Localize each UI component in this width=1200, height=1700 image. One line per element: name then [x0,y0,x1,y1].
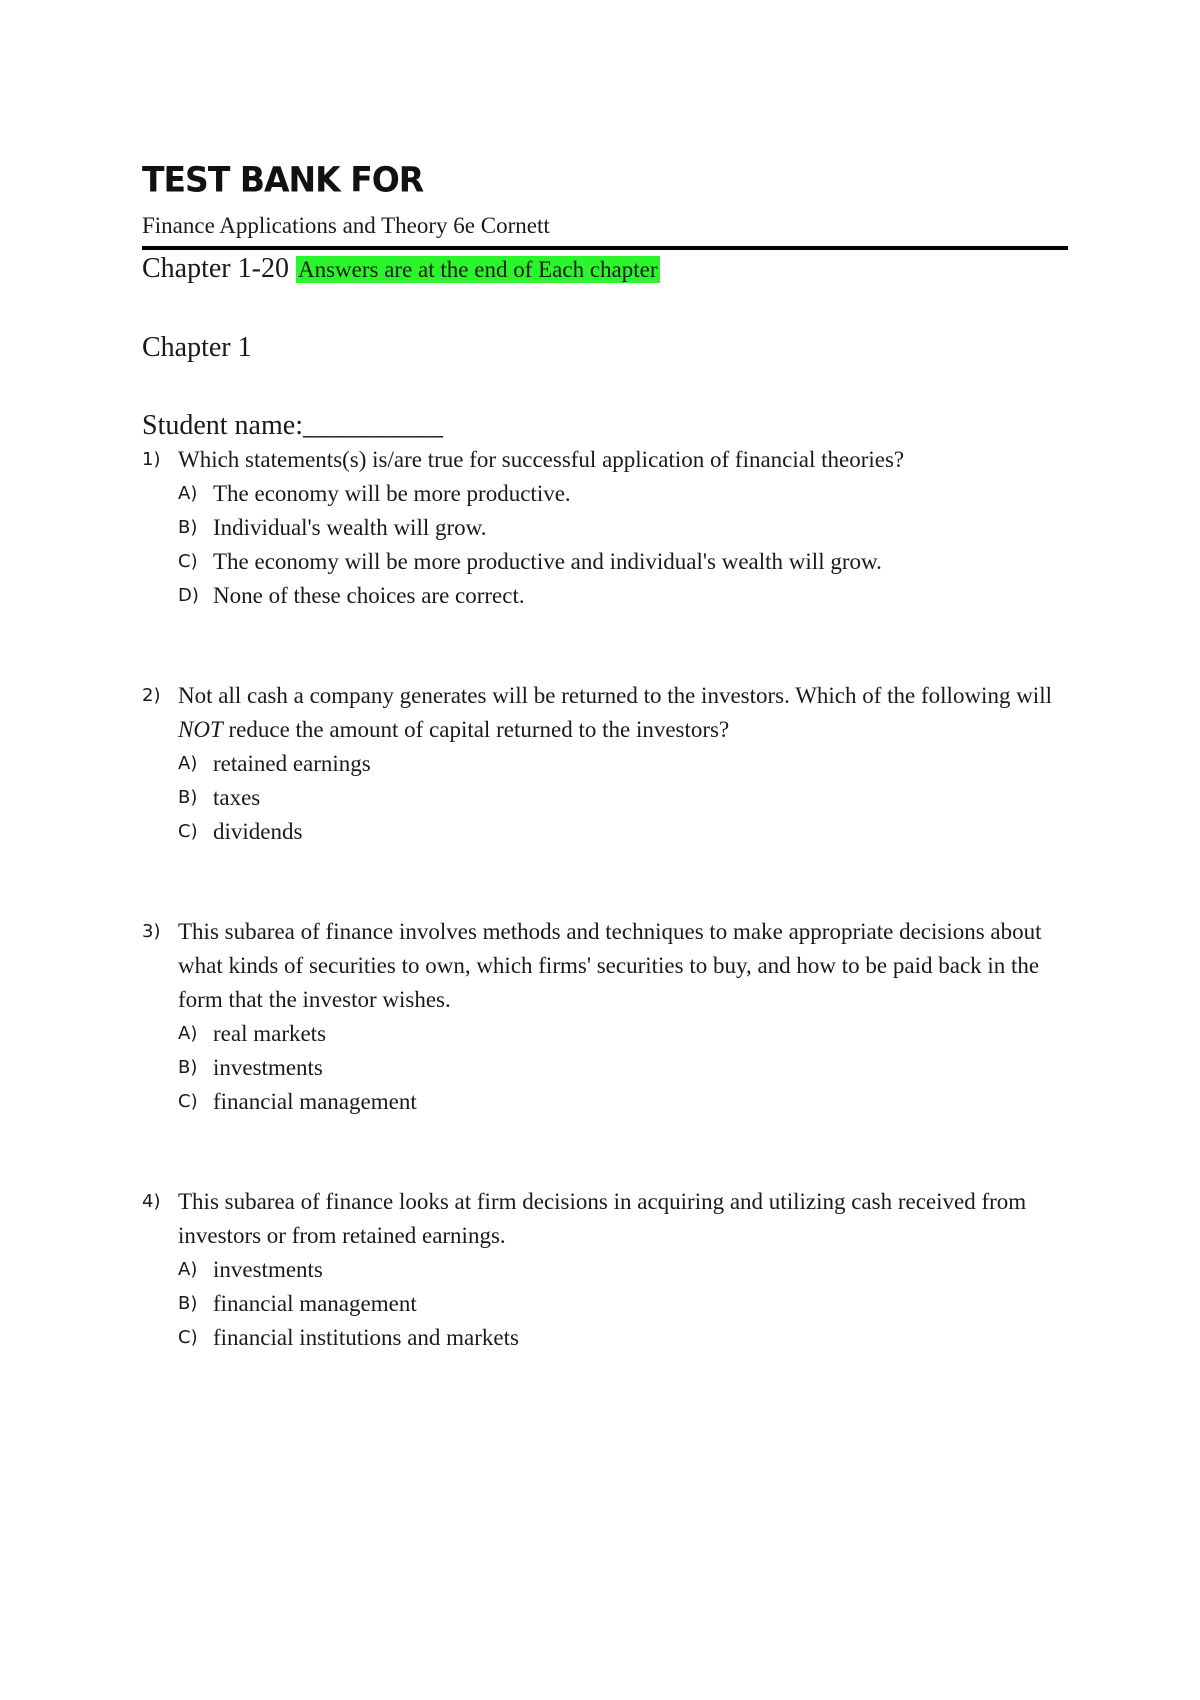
document-title: TEST BANK FOR [142,158,424,200]
option-text: Individual's wealth will grow. [213,515,487,540]
answer-option [142,815,1068,849]
question-2 [142,679,1068,849]
option-text: investments [213,1257,323,1282]
answer-option [142,1051,1068,1085]
answer-option [142,477,1068,511]
option-letter: A) [178,1259,198,1280]
option-text: financial institutions and markets [213,1325,519,1350]
chapter-range: Chapter 1-20 [142,253,289,284]
chapter-heading: Chapter 1 [142,332,252,363]
option-letter: A) [178,753,198,774]
answer-option [142,1321,1068,1355]
answer-option [142,545,1068,579]
option-text: investments [213,1055,323,1080]
option-letter: A) [178,483,198,504]
student-name-field: Student name:__________ [142,410,443,441]
answer-options [142,747,1068,849]
answer-option [142,1017,1068,1051]
answer-option [142,1253,1068,1287]
question-1 [142,443,1068,613]
option-text: financial management [213,1291,417,1316]
option-letter: C) [178,1091,198,1112]
question-text [142,679,1068,747]
option-text: taxes [213,785,261,810]
question-4 [142,1185,1068,1355]
answer-option [142,511,1068,545]
option-letter: B) [178,1293,198,1314]
question-stem-part: Not all cash a company generates will be returned to the investors. Which of the following will [178,683,1052,708]
answer-option [142,747,1068,781]
document-subtitle: Finance Applications and Theory 6e Cornett [142,213,550,238]
option-text: real markets [213,1021,327,1046]
question-text [142,443,1068,477]
question-stem: This subarea of finance involves methods and techniques to make appropriate decisions about what kinds of securities to own, which firms' securities to buy, and how to be paid back in the form that the investor wishes. [178,919,1042,1012]
option-text: The economy will be more productive. [213,481,571,506]
answer-options [142,1017,1068,1119]
document-page [142,160,1068,1355]
question-stem-emphasis: NOT [178,717,223,742]
chapter-range-line [142,252,1068,287]
option-letter: B) [178,787,198,808]
answer-option [142,579,1068,613]
option-letter: B) [178,1057,198,1078]
question-number: 2) [142,685,161,706]
answer-option [142,1085,1068,1119]
question-text [142,1185,1068,1253]
question-stem: Which statements(s) is/are true for successful application of financial theories? [178,447,905,472]
answers-note-highlight: Answers are at the end of Each chapter [297,257,658,282]
question-stem-part: reduce the amount of capital returned to the investors? [222,717,730,742]
question-number: 1) [142,449,161,470]
answer-option [142,1287,1068,1321]
answer-option [142,781,1068,815]
option-text: The economy will be more productive and individual's wealth will grow. [213,549,882,574]
option-letter: D) [178,585,199,606]
option-letter: C) [178,1327,198,1348]
question-3 [142,915,1068,1119]
option-letter: A) [178,1023,198,1044]
question-number: 3) [142,921,161,942]
answer-options [142,1253,1068,1355]
answer-options [142,477,1068,613]
option-letter: C) [178,821,198,842]
option-text: financial management [213,1089,417,1114]
question-number: 4) [142,1191,161,1212]
option-text: dividends [213,819,303,844]
header-divider [142,246,1068,250]
option-letter: B) [178,517,198,538]
question-text [142,915,1068,1017]
option-letter: C) [178,551,198,572]
option-text: None of these choices are correct. [213,583,525,608]
option-text: retained earnings [213,751,371,776]
question-stem: This subarea of finance looks at firm decisions in acquiring and utilizing cash received from investors or from retained earnings. [178,1189,1027,1248]
